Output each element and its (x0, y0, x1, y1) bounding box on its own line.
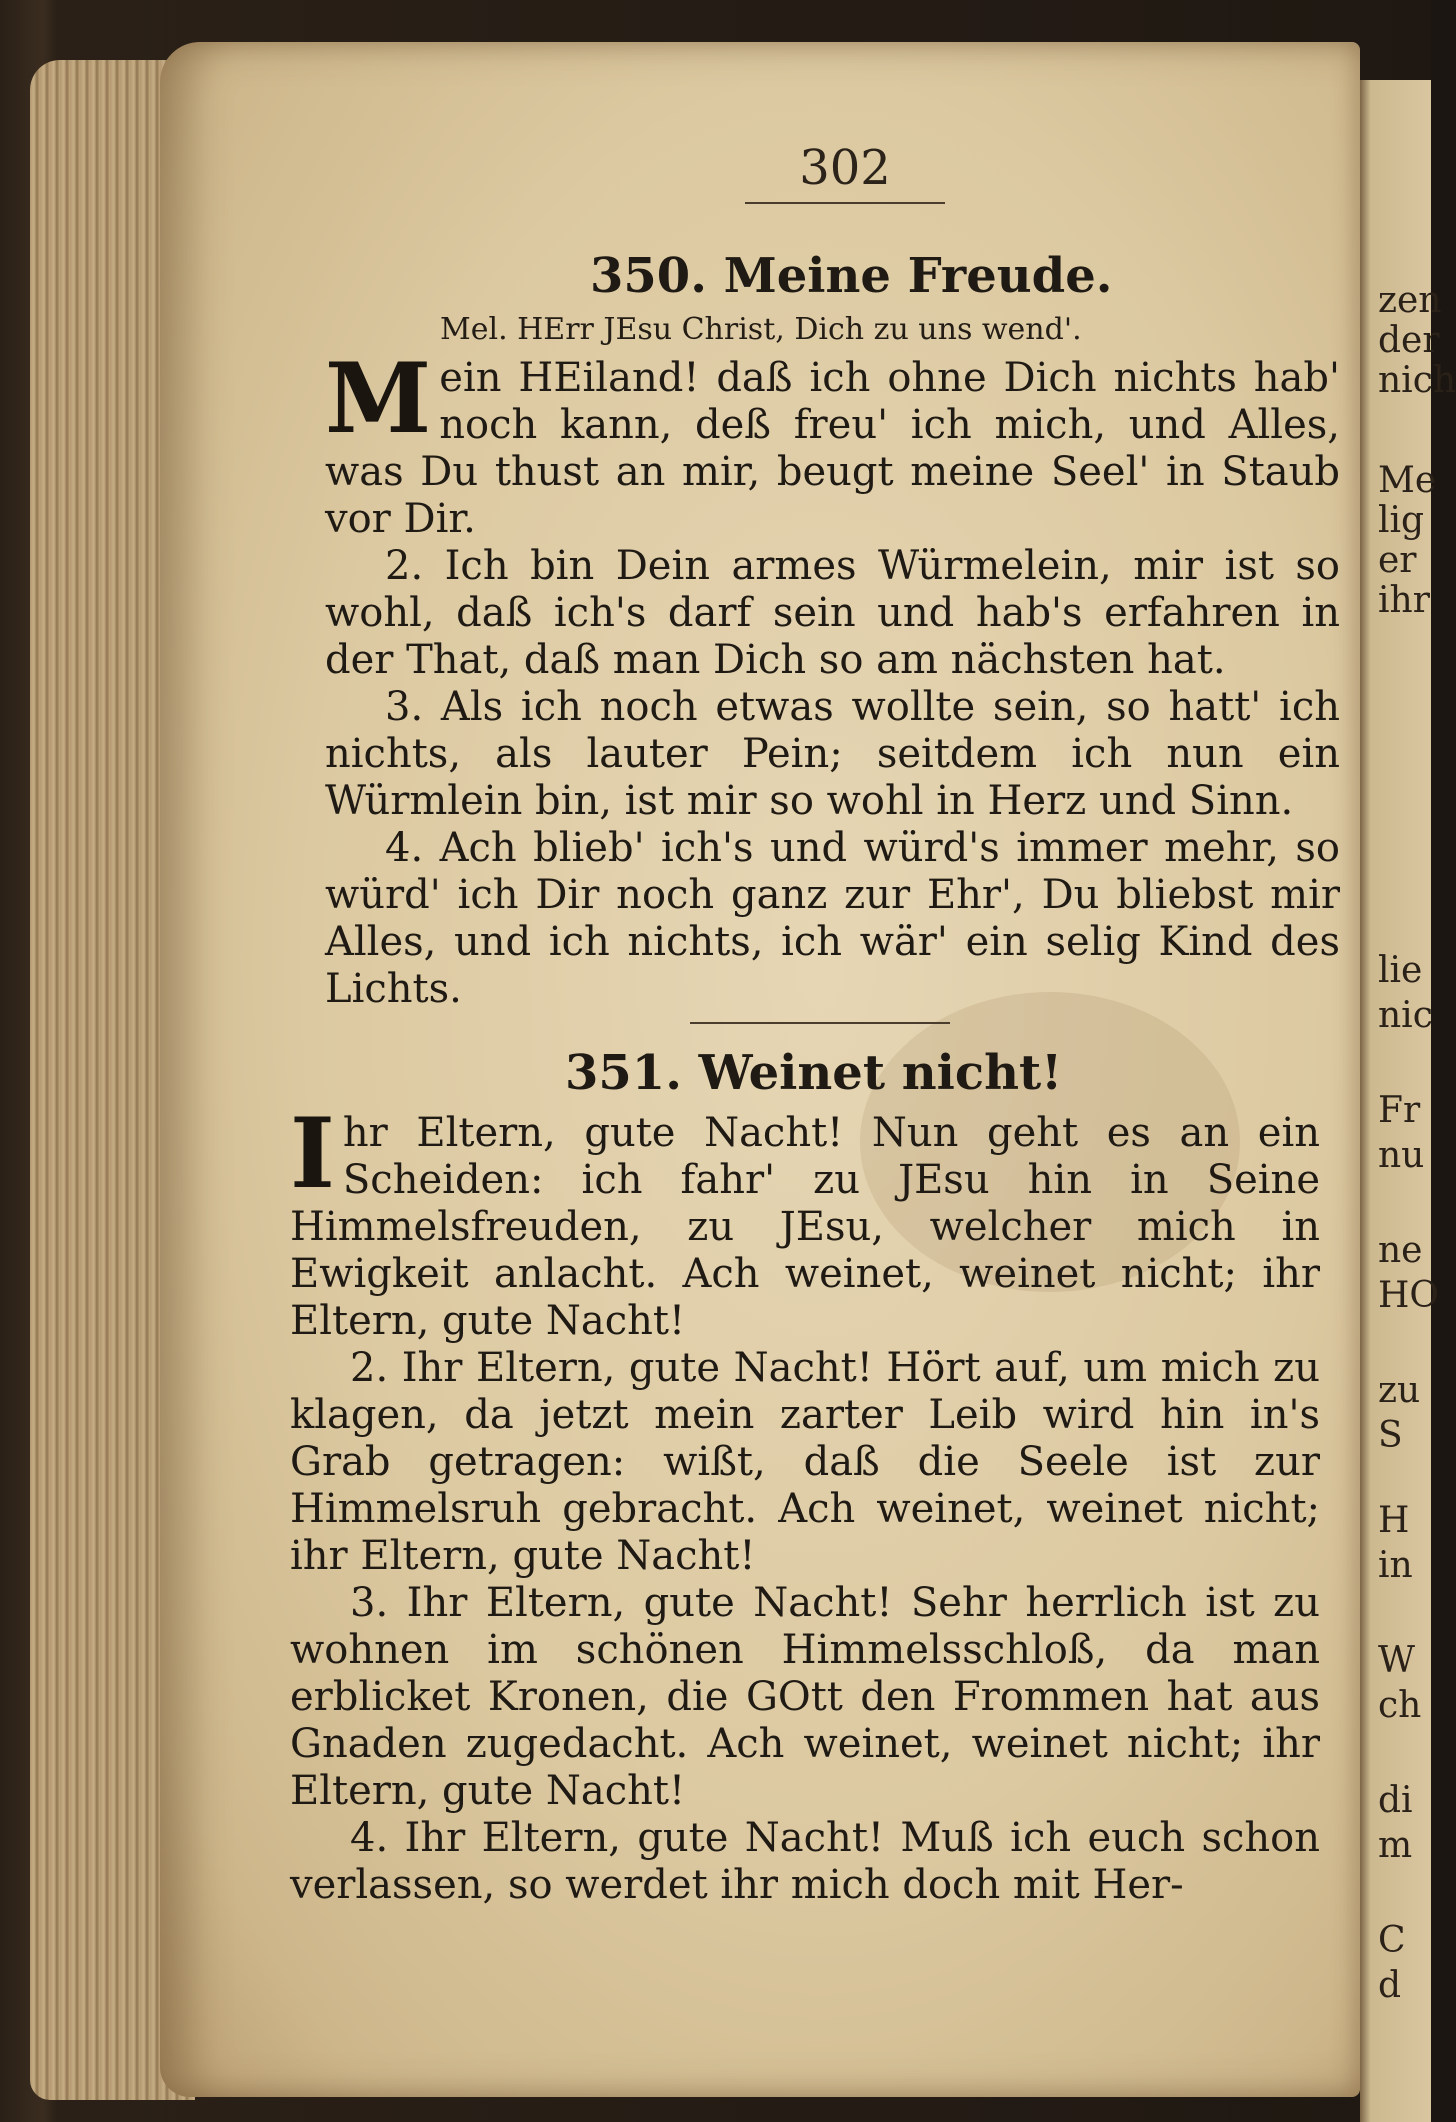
hymn-351-dropcap: I (290, 1097, 335, 1210)
next-page-fragment: S (1378, 1415, 1403, 1456)
hymn-350-dropcap: M (325, 342, 432, 455)
hymn-351-verse-3: 3. Ihr Eltern, gute Nacht! Sehr herrlich ist zu wohnen im schönen Himmelsschloß, da man erblicket Kronen, die GOtt den Frommen hat aus Gnaden zugedacht. Ach weinet, weinet nicht; ihr Eltern, gute Nacht! (290, 1580, 1320, 1814)
next-page-fragment: nich (1378, 360, 1456, 401)
next-page-fragment: nic (1378, 995, 1433, 1036)
hymn-350-verse-1: ein HEiland! daß ich ohne Dich nichts hab' noch kann, deß freu' ich mich, und Alles, was Du thust an mir, beugt meine Seel' in Staub vor Dir. (325, 355, 1340, 542)
next-page-fragment: ihr (1378, 580, 1430, 621)
header-rule (745, 202, 945, 204)
next-page-fragment: Me (1378, 460, 1437, 501)
next-page-edge (1360, 80, 1456, 2122)
next-page-fragment: HO (1378, 1275, 1439, 1316)
next-page-fragment: zu (1378, 1370, 1421, 1411)
hymn-350-melody: Mel. HErr JEsu Christ, Dich zu uns wend'. (440, 312, 1082, 347)
next-page-fragment: m (1378, 1825, 1413, 1866)
section-divider (690, 1022, 950, 1024)
next-page-fragment: lig (1378, 500, 1425, 541)
hymn-350-verse-4: 4. Ach blieb' ich's und würd's immer mehr, so würd' ich Dir noch ganz zur Ehr', Du bliebst mir Alles, und ich nichts, ich wär' ein selig Kind des Lichts. (325, 825, 1340, 1012)
next-page-fragment: in (1378, 1545, 1413, 1586)
hymn-351-verse-1: hr Eltern, gute Nacht! Nun geht es an ein Scheiden: ich fahr' zu JEsu hin in Seine Himmelsfreuden, zu JEsu, welcher mich in Ewigkeit anlacht. Ach weinet, weinet nicht; ihr Eltern, gute Nacht! (290, 1110, 1320, 1344)
next-page-fragment: der (1378, 320, 1440, 361)
hymn-351-text (290, 1097, 1320, 1909)
next-page-fragment: lie (1378, 950, 1423, 991)
next-page-fragment: di (1378, 1780, 1413, 1821)
next-page-fragment: C (1378, 1920, 1406, 1961)
next-page-fragment: d (1378, 1965, 1402, 2006)
hymn-350-title: 350. Meine Freude. (590, 248, 1113, 304)
hymn-350-text (325, 342, 1340, 1013)
next-page-fragment: ne (1378, 1230, 1423, 1271)
next-page-fragment: W (1378, 1640, 1416, 1681)
next-page-fragment: nu (1378, 1135, 1425, 1176)
hymn-351-verse-4: 4. Ihr Eltern, gute Nacht! Muß ich euch schon verlassen, so werdet ihr mich doch mit Her- (290, 1815, 1320, 1908)
next-page-fragment: zen (1378, 280, 1442, 321)
hymn-350-verse-2: 2. Ich bin Dein armes Würmelein, mir ist so wohl, daß ich's darf sein und hab's erfahren in der That, daß man Dich so am nächsten hat. (325, 543, 1340, 683)
hymn-350-verse-3: 3. Als ich noch etwas wollte sein, so hatt' ich nichts, als lauter Pein; seitdem ich nun ein Würmlein bin, ist mir so wohl in Herz und Sinn. (325, 684, 1340, 824)
next-page-fragment: er (1378, 540, 1417, 581)
next-page-fragment: H (1378, 1500, 1410, 1541)
page-number: 302 (799, 140, 891, 196)
next-page-fragment: ch (1378, 1685, 1422, 1726)
hymn-351-verse-2: 2. Ihr Eltern, gute Nacht! Hört auf, um mich zu klagen, da jetzt mein zarter Leib wird hin in's Grab getragen: wißt, daß die Seele ist zur Himmelsruh gebracht. Ach weinet, weinet nicht; ihr Eltern, gute Nacht! (290, 1345, 1320, 1579)
hymn-351-title: 351. Weinet nicht! (565, 1045, 1063, 1101)
next-page-fragment: Fr (1378, 1090, 1421, 1131)
